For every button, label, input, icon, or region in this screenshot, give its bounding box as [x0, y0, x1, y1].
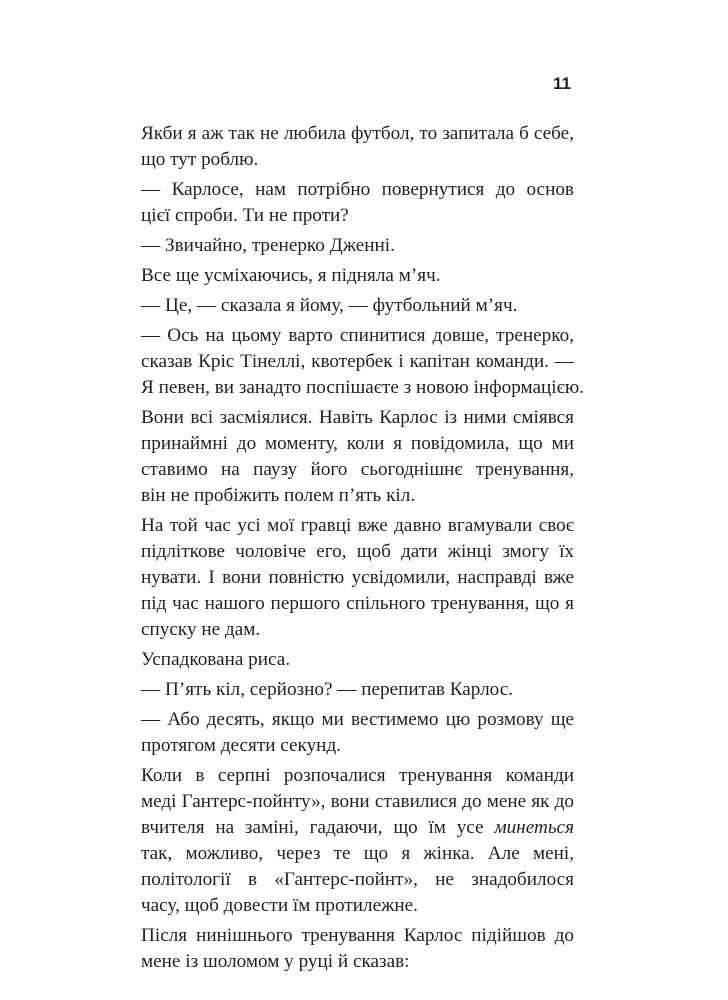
text-line: — Або десять, якщо ми вестимемо цю розмову ще: [141, 709, 574, 730]
text-line: нувати. І вони повністю усвідомили, насправді вже: [141, 567, 574, 588]
text-line: — Ось на цьому варто спинитися довше, тренерко,: [141, 325, 574, 346]
text-line: політології в «Гантерс-пойнт», не знадобилося: [141, 869, 574, 890]
text-line: так, можливо, через те що я жінка. Але мені,: [141, 843, 574, 864]
text-line: під час нашого першого спільного тренування, що я: [141, 593, 574, 614]
text-line: Я певен, ви занадто поспішаєте з новою інформацією.: [141, 377, 584, 398]
text-line: На той час усі мої гравці вже давно вгамували своє: [141, 515, 574, 536]
text-line: що тут роблю.: [141, 149, 259, 170]
text-line: принаймні до моменту, коли я повідомила, що ми: [141, 433, 574, 454]
text-line: Після нинішнього тренування Карлос підійшов до: [141, 925, 574, 946]
text-line: — Звичайно, тренерко Дженні.: [141, 235, 395, 256]
text-line: мене із шоломом у руці й сказав:: [141, 951, 410, 972]
body-text: [141, 121, 584, 975]
text-line: цієї спроби. Ти не проти?: [141, 205, 349, 226]
text-line: Якби я аж так не любила футбол, то запитала б себе,: [141, 123, 574, 144]
emphasized-word: минеться: [494, 817, 574, 838]
text-line: — Це, — сказала я йому, — футбольний м’яч.: [141, 295, 518, 316]
text-line: протягом десяти секунд.: [141, 735, 342, 756]
text-line: Успадкована риса.: [141, 649, 291, 670]
text-line: Вони всі засміялися. Навіть Карлос із ними сміявся: [141, 407, 574, 428]
text-line: підліткове чоловіче его, щоб дати жінці змогу їх: [141, 541, 574, 562]
text-fragment: вчителя на заміні, гадаючи, що їм усе: [141, 817, 495, 838]
text-line: меді Гантерс-пойнту», вони ставилися до мене як до: [141, 791, 574, 812]
text-line: [141, 815, 574, 841]
text-line: Все ще усміхаючись, я підняла м’яч.: [141, 265, 441, 286]
text-line: він не пробіжить полем п’ять кіл.: [141, 485, 416, 506]
text-line: спуску не дам.: [141, 619, 261, 640]
text-line: часу, щоб довести їм протилежне.: [141, 895, 418, 916]
text-line: ставимо на паузу його сьогоднішнє тренування,: [141, 459, 574, 480]
text-line: Коли в серпні розпочалися тренування команди: [141, 765, 574, 786]
text-line: — П’ять кіл, серйозно? — перепитав Карлос.: [141, 679, 514, 700]
text-line: — Карлосе, нам потрібно повернутися до основ: [141, 179, 574, 200]
text-line: сказав Кріс Тінеллі, квотербек і капітан команди. —: [141, 351, 574, 372]
page-number: 11: [553, 74, 571, 93]
